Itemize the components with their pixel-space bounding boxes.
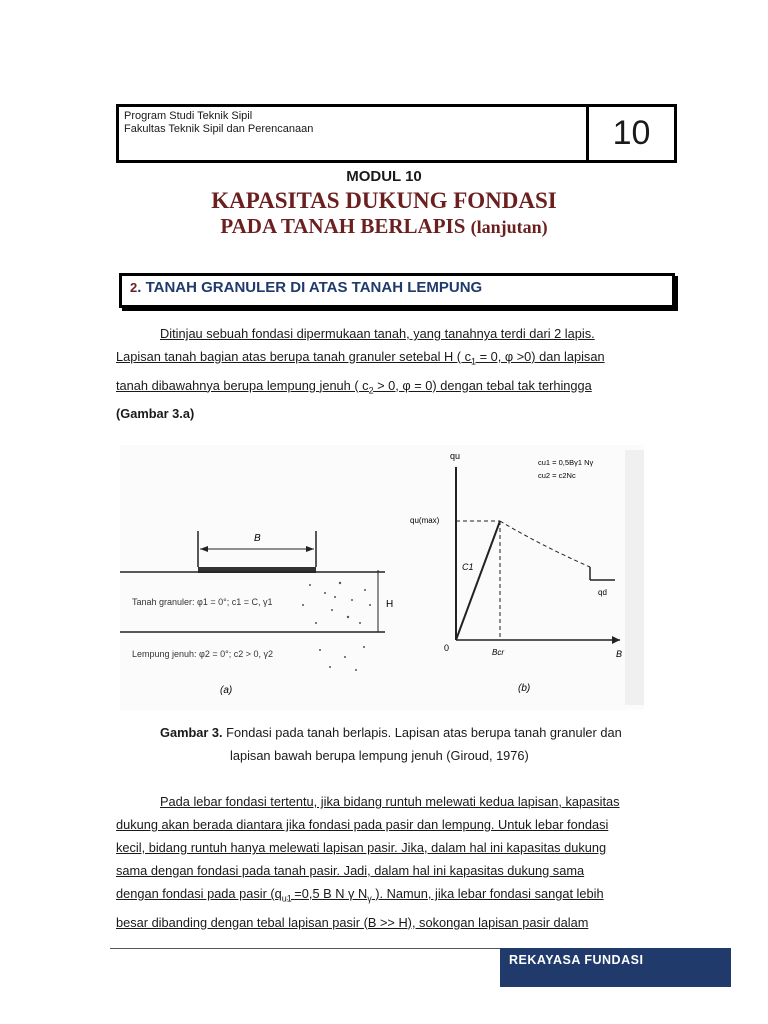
figure-3 bbox=[120, 445, 644, 710]
fig-a-b-label: B bbox=[254, 533, 261, 544]
section-number: 2 bbox=[130, 280, 138, 295]
title-sub: (lanjutan) bbox=[470, 217, 548, 237]
para2-line6: besar dibanding dengan tebal lapisan pasir (B >> H), sokongan lapisan pasir dalam bbox=[116, 914, 589, 930]
paragraph-1 bbox=[116, 322, 675, 425]
para1-line2-b: = 0, φ >0) dan lapisan bbox=[476, 349, 605, 364]
fig-b-y-label: qu bbox=[450, 451, 461, 461]
para2-line5-sub2: γ bbox=[367, 893, 372, 904]
fig-b-x-label: B bbox=[616, 649, 623, 659]
para1-line3 bbox=[116, 374, 675, 403]
program-label: Program Studi Teknik Sipil bbox=[124, 110, 253, 122]
figure-caption bbox=[160, 721, 680, 767]
para2-line2: dukung akan berada diantara jika fondasi pada pasir dan lempung. Untuk lebar fondasi bbox=[116, 817, 609, 832]
para1-line3-b: > 0, φ = 0) dengan tebal tak terhingga bbox=[373, 377, 592, 393]
para1-line1-text: Ditinjau sebuah fondasi dipermukaan tanah, yang tanahnya terdi dari 2 lapis. bbox=[160, 326, 595, 341]
title-line-2 bbox=[0, 214, 768, 239]
paragraph-2 bbox=[116, 790, 675, 934]
modul-label: MODUL 10 bbox=[346, 168, 422, 185]
para2-line5-sub: u1 bbox=[281, 893, 295, 904]
fig-a-layer1: Tanah granuler: φ1 = 0°; c1 = C, γ1 bbox=[132, 597, 273, 607]
caption-line2: lapisan bawah berupa lempung jenuh (Giroud, 1976) bbox=[230, 748, 529, 763]
para1-line2-sub: 1 bbox=[471, 356, 477, 367]
caption-bold: Gambar 3. bbox=[160, 725, 223, 740]
para1-line3-sub: 2 bbox=[368, 385, 374, 396]
module-number: 10 bbox=[612, 114, 651, 152]
para2-line5-a: dengan fondasi pada pasir (q bbox=[116, 886, 282, 901]
para1-line2 bbox=[116, 345, 675, 374]
fig-b-eq1: cu1 = 0,5Bγ1 Nγ bbox=[538, 458, 594, 467]
fig-b-origin: 0 bbox=[444, 643, 450, 653]
para1-line2-a: Lapisan tanah bagian atas berupa tanah granuler setebal H ( c bbox=[116, 349, 472, 364]
para2-line5-b: =0,5 B N γ N bbox=[294, 886, 368, 901]
para2-line1 bbox=[116, 790, 675, 813]
fig-a-sub-label: (a) bbox=[220, 685, 233, 696]
para2-line5-c: ). Namun, jika lebar fondasi sangat lebih bbox=[371, 886, 604, 901]
title-main: PADA TANAH BERLAPIS bbox=[220, 214, 471, 238]
section-heading-box bbox=[119, 273, 675, 308]
faculty-label: Fakultas Teknik Sipil dan Perencanaan bbox=[124, 123, 314, 135]
para1-line1 bbox=[116, 322, 675, 345]
header-text bbox=[124, 110, 313, 136]
para2-line3: kecil, bidang runtuh hanya melewati lapisan pasir. Jika, dalam hal ini kapasitas dukung bbox=[116, 840, 607, 855]
fig-b-q-label: qu(max) bbox=[410, 516, 440, 525]
para1-line3-a: tanah dibawahnya berupa lempung jenuh ( c bbox=[116, 377, 369, 393]
para2-line4: sama dengan fondasi pada tanah pasir. Jadi, dalam hal ini kapasitas dukung sama bbox=[116, 863, 585, 878]
title-line-1: KAPASITAS DUKUNG FONDASI bbox=[211, 188, 557, 213]
caption-line1 bbox=[160, 721, 680, 744]
fig-a-layer2: Lempung jenuh: φ2 = 0°; c2 > 0, γ2 bbox=[132, 649, 274, 659]
fig-a-h-label: H bbox=[386, 599, 394, 610]
caption-text1: Fondasi pada tanah berlapis. Lapisan atas berupa tanah granuler dan bbox=[222, 725, 622, 740]
para2-line1-text: Pada lebar fondasi tertentu, jika bidang runtuh melewati kedua lapisan, kapasitas bbox=[160, 794, 620, 809]
fig-b-c-label: C1 bbox=[462, 562, 474, 572]
section-heading: . TANAH GRANULER DI ATAS TANAH LEMPUNG bbox=[137, 279, 483, 296]
fig-b-bcr-label: Bcr bbox=[492, 648, 504, 657]
footer-label: REKAYASA FUNDASI bbox=[500, 948, 731, 987]
fig-b-eq2: cu2 = c2Nc bbox=[538, 471, 576, 480]
fig-b-sub-label: (b) bbox=[518, 683, 531, 694]
para1-line4: (Gambar 3.a) bbox=[116, 406, 195, 422]
para2-line5 bbox=[116, 882, 675, 911]
header-box bbox=[116, 104, 677, 163]
fig-b-qd-label: qd bbox=[598, 588, 607, 597]
